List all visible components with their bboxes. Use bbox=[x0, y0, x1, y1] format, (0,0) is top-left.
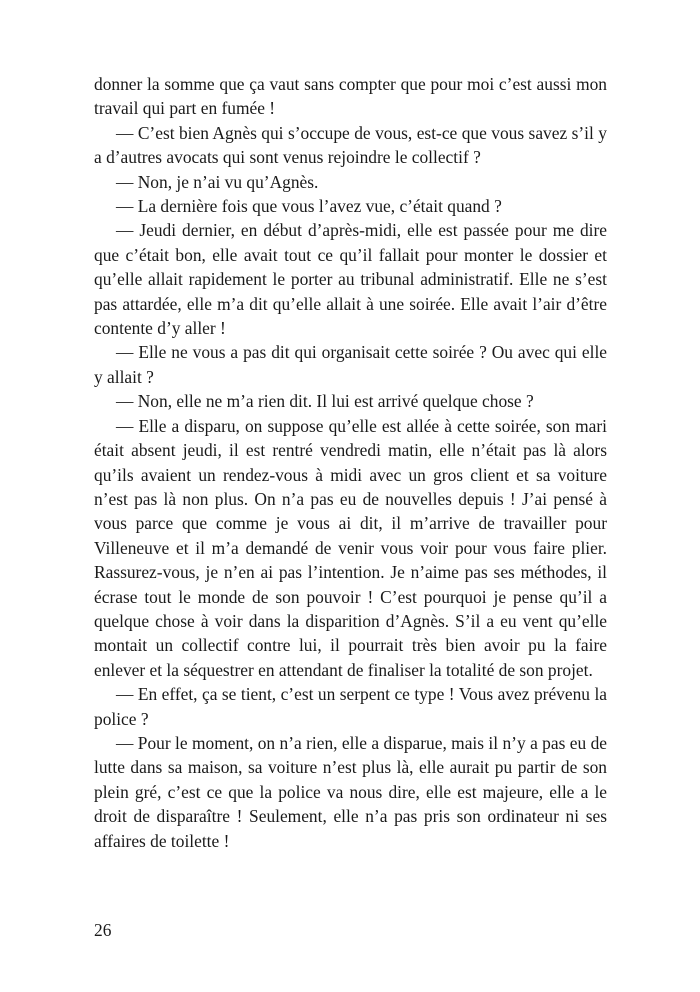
paragraph: — Jeudi dernier, en début d’après-midi, elle est passée pour me dire que c’était bon, elle avait tout ce qu’il fallait pour monter le dossier et qu’elle allait rapidement le porter au tribunal administratif. Elle ne s’est pas attardée, elle m’a dit qu’elle allait à une soirée. Elle avait l’air d’être contente d’y aller ! bbox=[94, 220, 607, 339]
paragraph: — C’est bien Agnès qui s’occupe de vous, est-ce que vous savez s’il y a d’autres avocats qui sont venus rejoindre le collectif ? bbox=[94, 122, 607, 168]
paragraph: — Non, elle ne m’a rien dit. Il lui est arrivé quelque chose ? bbox=[116, 391, 534, 412]
paragraph: — En effet, ça se tient, c’est un serpent ce type ! Vous avez prévenu la police ? bbox=[94, 684, 607, 729]
paragraph: — Elle ne vous a pas dit qui organisait cette soirée ? Ou avec qui elle y allait ? bbox=[94, 342, 607, 387]
paragraph: — Pour le moment, on n’a rien, elle a disparue, mais il n’y a pas eu de lutte dans sa maison, sa voiture n’est plus là, elle aurait pu partir de son plein gré, c’est ce que la police va nous dire, elle est majeure, elle a le droit de disparaître ! Seulement, elle n’a pas pris son ordinateur ni ses affaires de toilette ! bbox=[94, 732, 607, 851]
page-number: 26 bbox=[94, 920, 112, 940]
paragraph: — Elle a disparu, on suppose qu’elle est allée à cette soirée, son mari était absent jeudi, il est rentré vendredi matin, elle n’était pas là alors qu’ils avaient un rendez-vous à midi avec un gros client et sa voiture n’est pas là non plus. On n’a pas eu de nouvelles depuis ! J’ai pensé à vous parce que comme je vous ai dit, il m’arrive de travailler pour Villeneuve et il m’a demandé de venir vous voir pour vous faire plier. Rassurez-vous, je n’en ai pas l’intention. Je n’aime pas ses méthodes, il écrase tout le monde de son pouvoir ! C’est pourquoi je pense qu’il a quelque chose à voir dans la disparition d’Agnès. S’il a eu vent qu’elle montait un collectif contre lui, il pourrait très bien avoir pu la faire enlever et la séquestrer en attendant de finaliser la totalité de son projet. bbox=[94, 415, 607, 680]
paragraph: donner la somme que ça vaut sans compter que pour moi c’est aussi mon travail qui part en fumée ! bbox=[94, 74, 607, 119]
body-text bbox=[94, 72, 607, 853]
paragraph: — Non, je n’ai vu qu’Agnès. bbox=[116, 171, 319, 192]
paragraph: — La dernière fois que vous l’avez vue, c’était quand ? bbox=[116, 196, 502, 217]
